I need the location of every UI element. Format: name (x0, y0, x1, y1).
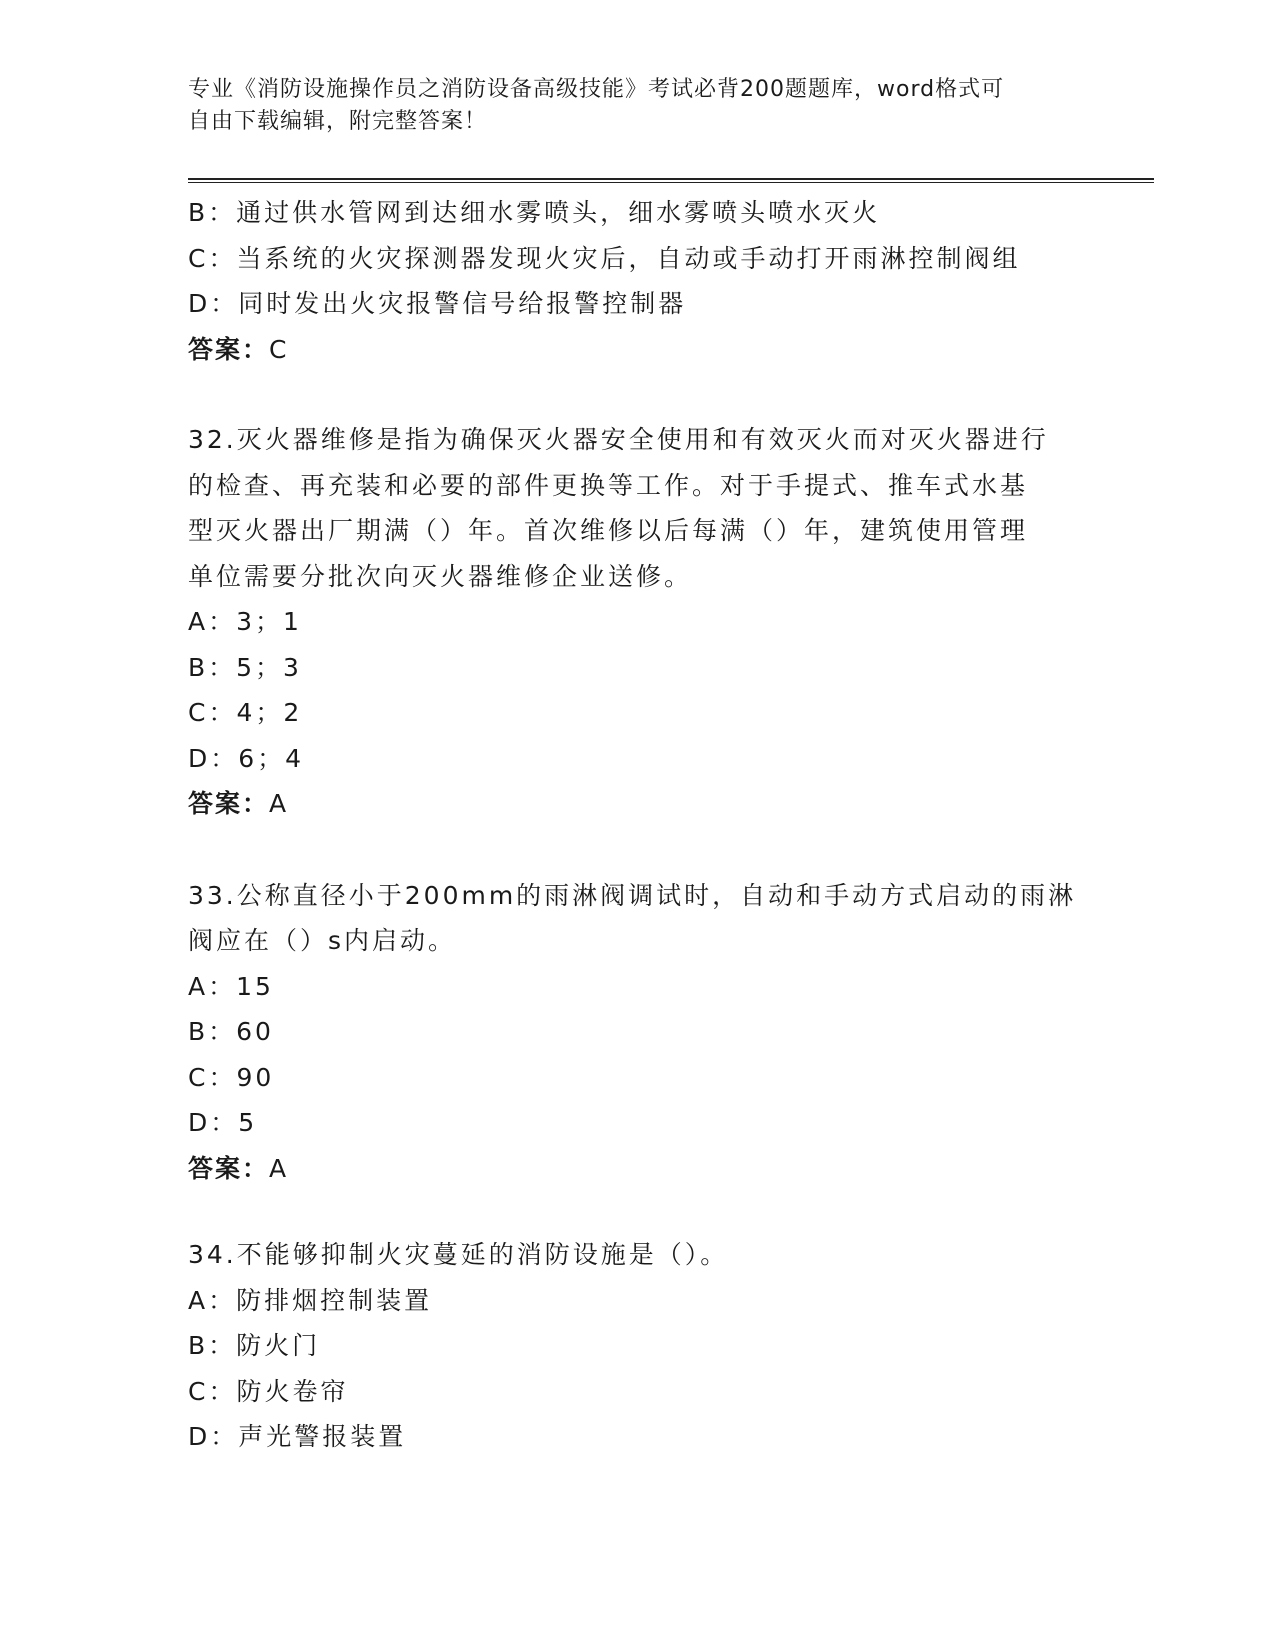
answer-line (188, 781, 1088, 827)
spacer (188, 372, 1088, 417)
answer-label: 答案： (188, 334, 270, 364)
question-list (188, 190, 1088, 1460)
option-c: C：4；2 (188, 698, 303, 727)
question-text-line: 型灭火器出厂期满（）年。首次维修以后每满（）年，建筑使用管理 (188, 516, 1029, 545)
header-line-2: 自由下载编辑，附完整答案！ (188, 109, 488, 134)
option-b: B：防火门 (188, 1331, 321, 1360)
option-d: D：5 (188, 1108, 258, 1137)
question-32 (188, 417, 1088, 827)
answer-label: 答案： (188, 789, 270, 818)
answer-label: 答案： (188, 1153, 270, 1183)
option-c: C：90 (188, 1062, 275, 1092)
option-d: D：同时发出火灾报警信号给报警控制器 (188, 289, 687, 318)
option-c: C：防火卷帘 (188, 1376, 349, 1406)
question-text-line: 34.不能够抑制火灾蔓延的消防设施是（）。 (188, 1240, 729, 1269)
option-c: C：当系统的火灾探测器发现火灾后，自动或手动打开雨淋控制阀组 (188, 243, 1021, 273)
option-d: D：声光警报装置 (188, 1422, 407, 1451)
question-text-line: 32.灭火器维修是指为确保灭火器安全使用和有效灭火而对灭火器进行 (188, 425, 1049, 454)
option-a: A：防排烟控制装置 (188, 1285, 433, 1315)
question-text-line: 33.公称直径小于200mm的雨淋阀调试时，自动和手动方式启动的雨淋 (188, 880, 1077, 910)
option-b: B：60 (188, 1017, 274, 1046)
spacer (188, 827, 1088, 873)
spacer (188, 1191, 1088, 1232)
answer-value: C (269, 334, 288, 364)
option-a: A：15 (188, 971, 274, 1001)
answer-value: A (269, 1153, 288, 1183)
option-a: A：3；1 (188, 607, 302, 636)
option-d: D：6；4 (188, 743, 305, 773)
question-text-line: 的检查、再充装和必要的部件更换等工作。对于手提式、推车式水基 (188, 470, 1029, 500)
header-divider-thick (188, 178, 1154, 180)
answer-value: A (269, 789, 288, 818)
question-text-line: 单位需要分批次向灭火器维修企业送修。 (188, 561, 693, 591)
option-b: B：通过供水管网到达细水雾喷头，细水雾喷头喷水灭火 (188, 198, 881, 227)
question-34 (188, 1232, 1088, 1460)
header-divider-thin (188, 182, 1154, 183)
answer-line (188, 327, 1088, 373)
answer-line (188, 1146, 1088, 1192)
question-text-line: 阀应在（）s内启动。 (188, 926, 457, 955)
question-33 (188, 873, 1088, 1192)
question-31-continued (188, 190, 1088, 372)
document-header (188, 74, 1068, 138)
header-line-1: 专业《消防设施操作员之消防设备高级技能》考试必背200题题库，word格式可 (188, 77, 1005, 102)
option-b: B：5；3 (188, 652, 302, 682)
